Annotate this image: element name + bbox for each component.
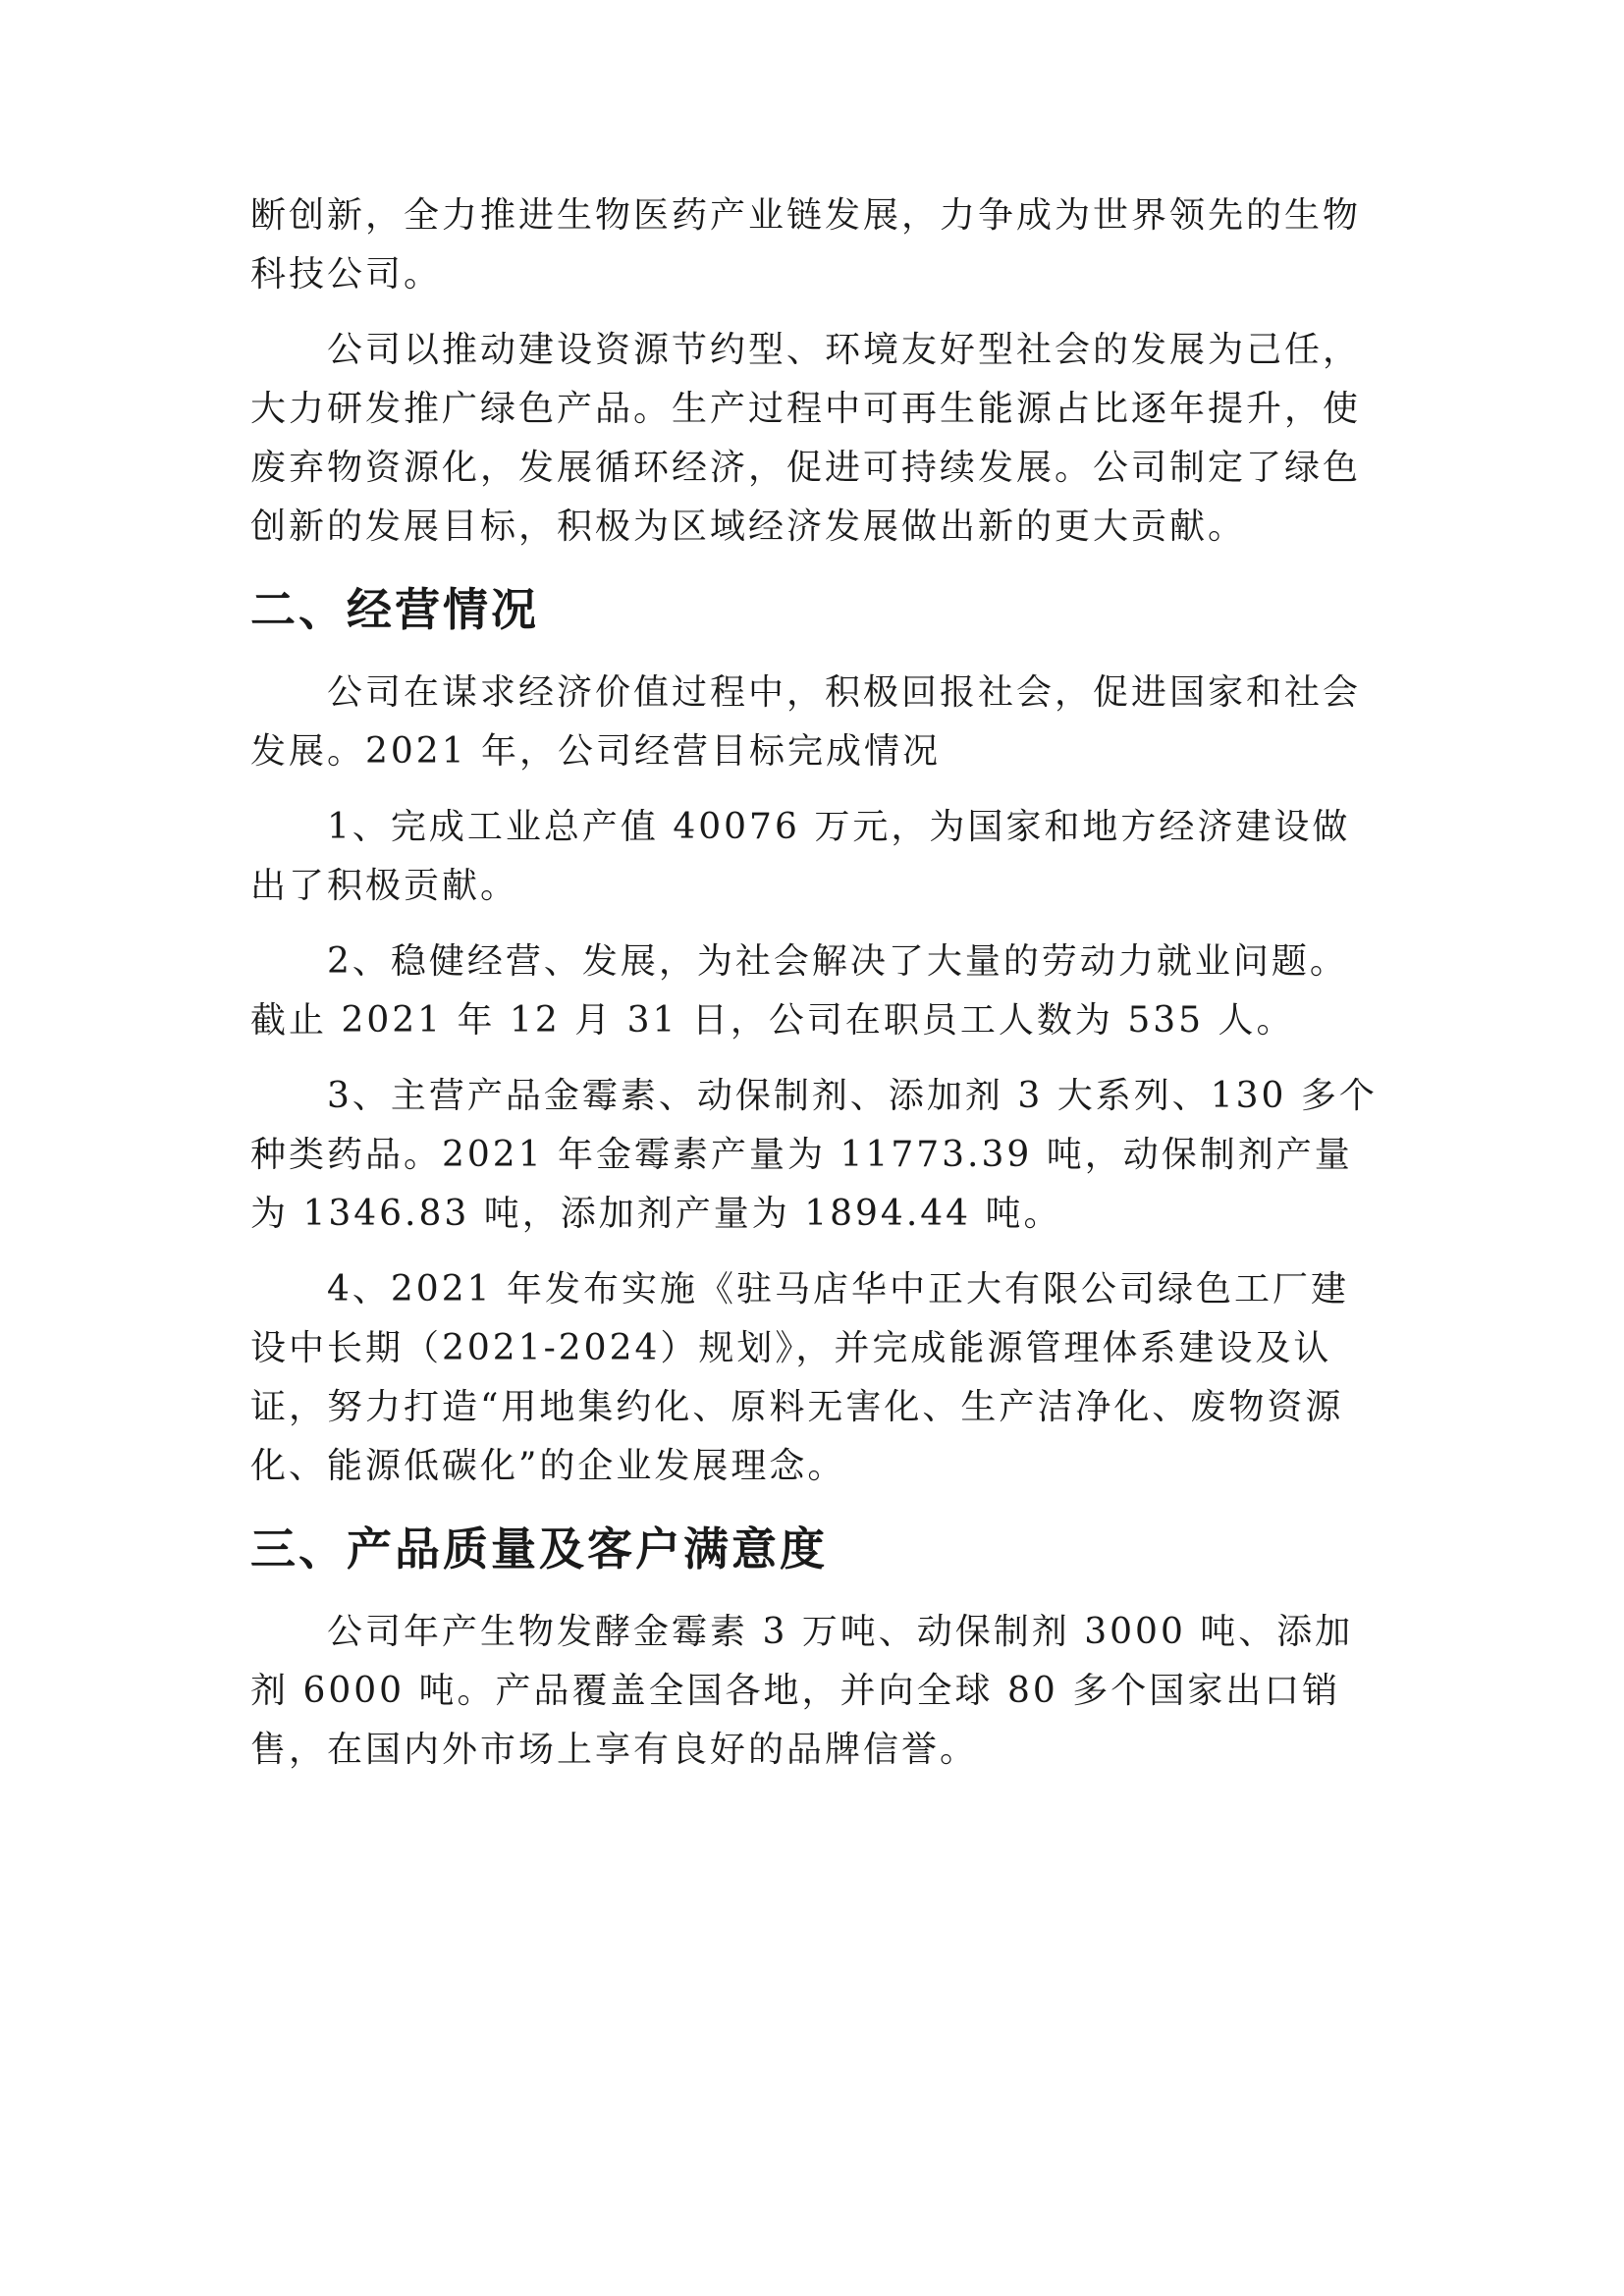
section-heading-operations: 二、经营情况 [250,583,539,636]
paragraph-intro-continued: 断创新，全力推进生物医药产业链发展，力争成为世界领先的生物科技公司。 [250,195,1362,294]
paragraph-operations-intro: 公司在谋求经济价值过程中，积极回报社会，促进国家和社会发展。2021 年，公司经营目标完成情况 [250,672,1362,772]
list-item-products: 3、主营产品金霉素、动保制剂、添加剂 3 大系列、130 多个种类药品。2021 年金霉素产量为 11773.39 吨，动保制剂产量为 1346.83 吨，添加剂产量为 1894.44 吨。 [250,1076,1378,1234]
document-page [250,187,1384,1796]
list-item-output-value: 1、完成工业总产值 40076 万元，为国家和地方经济建设做出了积极贡献。 [250,807,1351,906]
paragraph-green-development: 公司以推动建设资源节约型、环境友好型社会的发展为己任，大力研发推广绿色产品。生产过程中可再生能源占比逐年提升，使废弃物资源化，发展循环经济，促进可持续发展。公司制定了绿色创新的发展目标，积极为区域经济发展做出新的更大贡献。 [250,330,1362,547]
list-item-employment: 2、稳健经营、发展，为社会解决了大量的劳动力就业问题。截止 2021 年 12 月 31 日，公司在职员工人数为 535 人。 [250,941,1348,1041]
list-item-green-factory-plan: 4、2021 年发布实施《驻马店华中正大有限公司绿色工厂建设中长期（2021-2024）规划》，并完成能源管理体系建设及认证，努力打造“用地集约化、原料无害化、生产洁净化、废物资源化、能源低碳化”的企业发展理念。 [250,1269,1349,1486]
section-heading-quality: 三、产品质量及客户满意度 [250,1522,828,1575]
paragraph-quality: 公司年产生物发酵金霉素 3 万吨、动保制剂 3000 吨、添加剂 6000 吨。产品覆盖全国各地，并向全球 80 多个国家出口销售，在国内外市场上享有良好的品牌信誉。 [250,1612,1354,1770]
